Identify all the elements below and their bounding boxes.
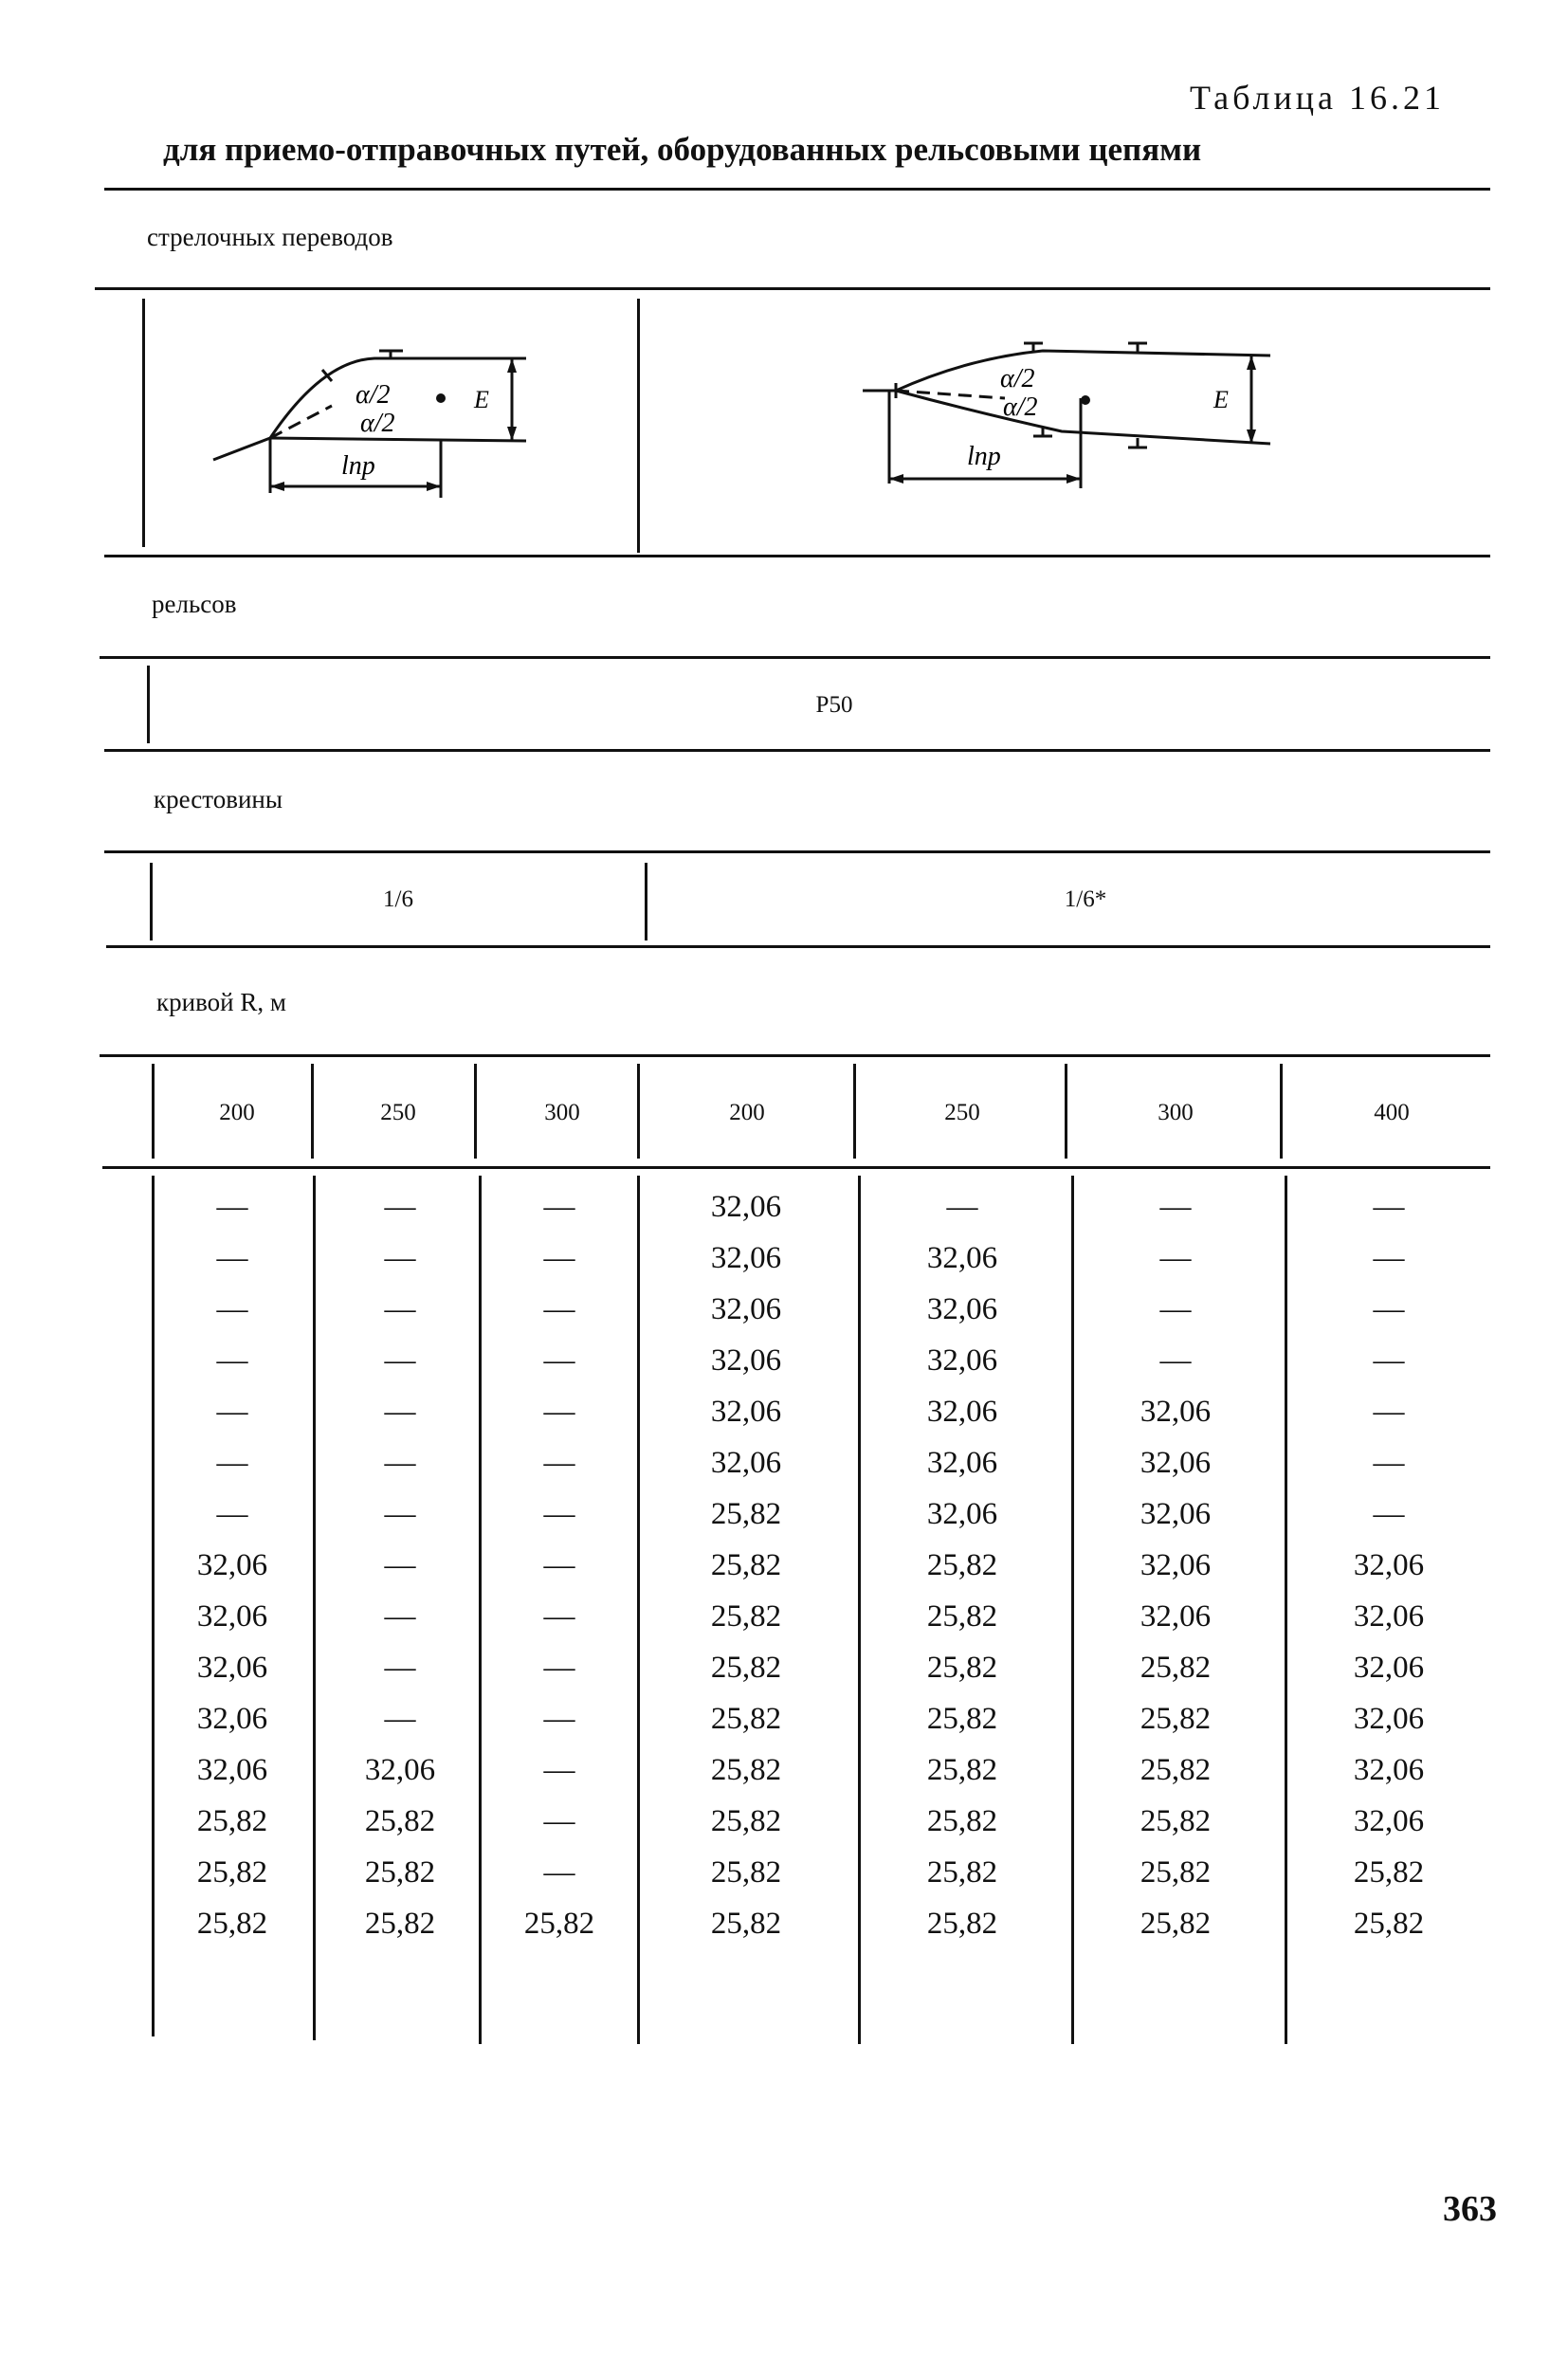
table-cell: 32,06	[710, 1292, 782, 1326]
diagram-divider	[637, 299, 640, 553]
frogs-border-left	[150, 863, 153, 940]
table-cell: —	[384, 1651, 416, 1685]
radius-header: 250	[944, 1100, 980, 1125]
table-cell: 32,06	[926, 1292, 998, 1326]
table-cell: —	[543, 1753, 575, 1787]
table-row	[152, 1753, 1479, 1804]
table-row	[152, 1497, 1479, 1548]
table-cell: 32,06	[196, 1651, 268, 1685]
frogs-bottom-rule	[106, 945, 1490, 948]
table-cell: —	[1373, 1190, 1405, 1224]
table-cell: —	[1159, 1343, 1192, 1378]
table-cell: 25,82	[710, 1651, 782, 1685]
table-cell: —	[384, 1702, 416, 1736]
table-cell: —	[216, 1395, 248, 1429]
table-cell: 25,82	[1353, 1855, 1425, 1890]
table-cell: —	[1373, 1446, 1405, 1480]
radius-divider-4	[853, 1064, 856, 1159]
table-cell: —	[384, 1599, 416, 1634]
table-cell: 32,06	[710, 1395, 782, 1429]
table-cell: 25,82	[710, 1907, 782, 1941]
table-cell: —	[1373, 1395, 1405, 1429]
table-cell: 25,82	[710, 1548, 782, 1582]
table-cell: 25,82	[710, 1599, 782, 1634]
table-row	[152, 1343, 1479, 1395]
table-cell: 32,06	[1140, 1599, 1212, 1634]
table-cell: 32,06	[364, 1753, 436, 1787]
table-cell: 32,06	[1140, 1446, 1212, 1480]
rails-label: рельсов	[152, 590, 237, 618]
table-row	[152, 1702, 1479, 1753]
radius-header: 300	[544, 1100, 580, 1125]
table-cell: —	[543, 1241, 575, 1275]
table-cell: —	[384, 1190, 416, 1224]
radius-header: 250	[380, 1100, 416, 1125]
table-cell: 25,82	[196, 1907, 268, 1941]
table-cell: —	[384, 1241, 416, 1275]
rails-bottom-rule	[104, 749, 1490, 752]
table-cell: 32,06	[710, 1190, 782, 1224]
table-cell: 25,82	[710, 1753, 782, 1787]
radius-divider-2	[474, 1064, 477, 1159]
table-row	[152, 1907, 1479, 1958]
table-cell: 32,06	[1140, 1548, 1212, 1582]
offset-label: E	[1213, 386, 1229, 413]
radius-border-left	[152, 1064, 155, 1159]
table-row	[152, 1292, 1479, 1343]
table-label: Таблица 16.21	[1190, 79, 1445, 117]
radius-header: 200	[219, 1100, 255, 1125]
frogs-label: крестовины	[154, 785, 283, 813]
table-cell: 32,06	[926, 1343, 998, 1378]
table-cell: —	[543, 1395, 575, 1429]
table-cell: —	[543, 1855, 575, 1890]
table-cell: —	[384, 1446, 416, 1480]
table-cell: —	[216, 1497, 248, 1531]
table-row	[152, 1241, 1479, 1292]
curve-radius-label: кривой R, м	[156, 988, 286, 1016]
radius-divider-1	[311, 1064, 314, 1159]
table-subtitle: для приемо-отправочных путей, оборудованных рельсовыми цепями	[163, 131, 1202, 168]
table-cell: —	[543, 1548, 575, 1582]
radius-header: 400	[1374, 1100, 1410, 1125]
table-row	[152, 1190, 1479, 1241]
table-row	[152, 1599, 1479, 1651]
table-cell: —	[543, 1446, 575, 1480]
table-cell: —	[216, 1343, 248, 1378]
table-cell: —	[384, 1343, 416, 1378]
length-label: lпр	[967, 442, 1001, 471]
rails-border-left	[147, 666, 150, 743]
frog-right-value: 1/6*	[1064, 886, 1107, 912]
table-cell: 25,82	[710, 1702, 782, 1736]
table-cell: —	[384, 1292, 416, 1326]
angle-top-label: α/2	[356, 380, 391, 410]
table-cell: 32,06	[926, 1395, 998, 1429]
table-cell: 25,82	[926, 1651, 998, 1685]
frogs-rule	[104, 850, 1490, 853]
table-cell: 32,06	[196, 1702, 268, 1736]
table-cell: —	[384, 1395, 416, 1429]
top-rule	[104, 188, 1490, 191]
table-cell: 25,82	[1140, 1753, 1212, 1787]
table-cell: —	[1373, 1292, 1405, 1326]
table-cell: —	[543, 1343, 575, 1378]
table-cell: 32,06	[710, 1241, 782, 1275]
table-cell: —	[543, 1599, 575, 1634]
table-cell: —	[1159, 1190, 1192, 1224]
table-row	[152, 1651, 1479, 1702]
table-cell: 32,06	[196, 1753, 268, 1787]
table-row	[152, 1395, 1479, 1446]
table-cell: 32,06	[710, 1446, 782, 1480]
switches-rule	[95, 287, 1490, 290]
table-cell: —	[216, 1241, 248, 1275]
offset-label: E	[474, 386, 489, 413]
table-cell: 32,06	[196, 1548, 268, 1582]
table-cell: 25,82	[926, 1753, 998, 1787]
table-cell: 25,82	[1140, 1907, 1212, 1941]
table-row	[152, 1446, 1479, 1497]
rails-rule	[100, 656, 1490, 659]
radius-divider-3	[637, 1064, 640, 1159]
rail-type: Р50	[815, 692, 853, 718]
table-cell: 25,82	[364, 1855, 436, 1890]
table-cell: 32,06	[1353, 1599, 1425, 1634]
diagram-border-left	[142, 299, 145, 547]
table-cell: 32,06	[1353, 1753, 1425, 1787]
table-cell: 32,06	[710, 1343, 782, 1378]
table-cell: 25,82	[926, 1907, 998, 1941]
diagram-bottom-rule	[104, 555, 1490, 557]
radius-header: 200	[729, 1100, 765, 1125]
table-cell: —	[543, 1804, 575, 1838]
table-cell: 25,82	[710, 1497, 782, 1531]
table-cell: 25,82	[710, 1804, 782, 1838]
radius-bottom-rule	[102, 1166, 1490, 1169]
table-cell: 25,82	[364, 1907, 436, 1941]
table-cell: —	[543, 1292, 575, 1326]
table-cell: 25,82	[196, 1855, 268, 1890]
symmetric-turnout-diagram	[853, 322, 1289, 502]
table-cell: 32,06	[1353, 1651, 1425, 1685]
table-cell: —	[216, 1446, 248, 1480]
table-cell: —	[384, 1548, 416, 1582]
table-cell: 25,82	[364, 1804, 436, 1838]
table-cell: 32,06	[1140, 1395, 1212, 1429]
table-cell: 25,82	[196, 1804, 268, 1838]
radius-rule	[100, 1054, 1490, 1057]
single-turnout-diagram	[190, 322, 569, 512]
table-cell: 25,82	[523, 1907, 595, 1941]
table-cell: 32,06	[1140, 1497, 1212, 1531]
frog-left-value: 1/6	[383, 886, 413, 912]
table-cell: —	[1159, 1241, 1192, 1275]
table-cell: —	[543, 1702, 575, 1736]
table-cell: 25,82	[1353, 1907, 1425, 1941]
table-cell: 25,82	[710, 1855, 782, 1890]
table-row	[152, 1855, 1479, 1907]
table-cell: 32,06	[1353, 1702, 1425, 1736]
angle-top-label: α/2	[1000, 364, 1035, 393]
table-cell: 32,06	[196, 1599, 268, 1634]
radius-divider-5	[1065, 1064, 1067, 1159]
table-cell: —	[216, 1190, 248, 1224]
table-cell: 25,82	[926, 1804, 998, 1838]
angle-bottom-label: α/2	[360, 409, 395, 438]
page-number: 363	[1443, 2189, 1497, 2229]
table-cell: —	[1373, 1343, 1405, 1378]
radius-divider-6	[1280, 1064, 1283, 1159]
table-cell: —	[543, 1651, 575, 1685]
table-cell: —	[216, 1292, 248, 1326]
table-row	[152, 1804, 1479, 1855]
table-cell: —	[1373, 1241, 1405, 1275]
table-cell: 32,06	[1353, 1548, 1425, 1582]
table-cell: 25,82	[926, 1599, 998, 1634]
table-cell: —	[384, 1497, 416, 1531]
radius-header: 300	[1158, 1100, 1194, 1125]
angle-bottom-label: α/2	[1003, 393, 1038, 422]
table-cell: 25,82	[1140, 1702, 1212, 1736]
table-cell: 25,82	[1140, 1651, 1212, 1685]
table-cell: 25,82	[926, 1548, 998, 1582]
table-cell: —	[1373, 1497, 1405, 1531]
frogs-divider	[645, 863, 647, 940]
table-cell: —	[543, 1497, 575, 1531]
table-cell: 25,82	[1140, 1804, 1212, 1838]
table-cell: —	[1159, 1292, 1192, 1326]
switches-label: стрелочных переводов	[147, 223, 393, 251]
table-cell: —	[543, 1190, 575, 1224]
length-label: lпр	[341, 451, 375, 481]
table-cell: 32,06	[1353, 1804, 1425, 1838]
table-row	[152, 1548, 1479, 1599]
table-cell: 25,82	[926, 1702, 998, 1736]
table-cell: 32,06	[926, 1241, 998, 1275]
table-cell: 25,82	[1140, 1855, 1212, 1890]
table-cell: —	[946, 1190, 978, 1224]
table-cell: 32,06	[926, 1446, 998, 1480]
table-cell: 32,06	[926, 1497, 998, 1531]
table-cell: 25,82	[926, 1855, 998, 1890]
